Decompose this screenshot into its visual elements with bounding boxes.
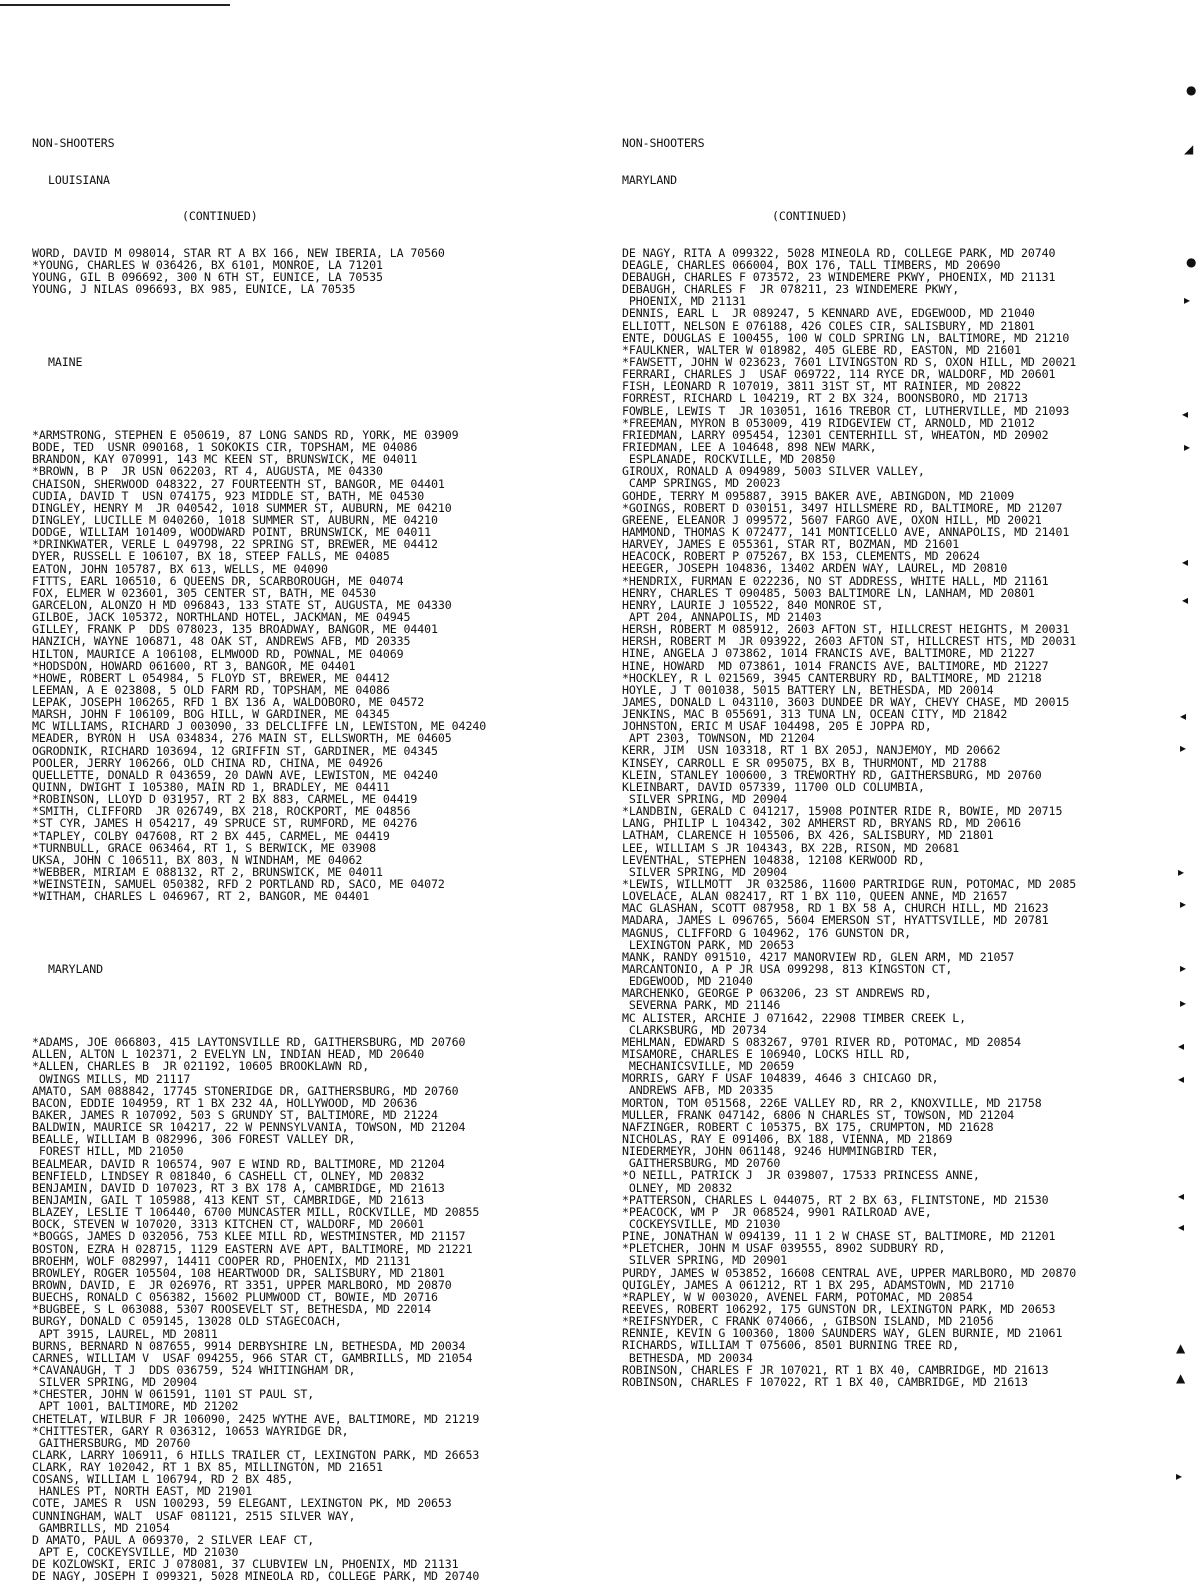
directory-entry: CHETELAT, WILBUR F JR 106090, 2425 WYTHE AVE, BALTIMORE, MD 21219 [32,1411,480,1426]
directory-entry: MC WILLIAMS, RICHARD J 003090, 33 DELCLIFFE LN, LEWISTON, ME 04240 [32,719,487,734]
directory-entry: CLARK, RAY 102042, RT 1 BX 85, MILLINGTON, MD 21651 [32,1460,383,1475]
margin-mark: ▲ [1176,1341,1186,1355]
directory-entry: BOCK, STEVEN W 107020, 3313 KITCHEN CT, WALDORF, MD 20601 [32,1217,425,1232]
directory-entry: DE NAGY, JOSEPH I 099321, 5028 MINEOLA RD, COLLEGE PARK, MD 20740 [32,1569,480,1584]
state-heading-maryland: MARYLAND [48,962,104,977]
directory-entry: HENRY, LAURIE J 105522, 840 MONROE ST, [622,597,884,612]
directory-entry: BOSTON, EZRA H 028715, 1129 EASTERN AVE APT, BALTIMORE, MD 21221 [32,1241,473,1256]
directory-entry: CLARKSBURG, MD 20734 [622,1022,767,1037]
directory-entry: *O NEILL, PATRICK J JR 039807, 17533 PRINCESS ANNE, [622,1168,980,1183]
directory-entry: APT 204, ANNAPOLIS, MD 21403 [622,609,822,624]
directory-entry: CHAISON, SHERWOOD 048322, 27 FOURTEENTH ST, BANGOR, ME 04401 [32,476,445,491]
directory-entry: APT 3915, LAUREL, MD 20811 [32,1326,218,1341]
directory-entry: DE NAGY, RITA A 099322, 5028 MINEOLA RD, COLLEGE PARK, MD 20740 [622,245,1056,260]
directory-entry: *REIFSNYDER, C FRANK 074066, , GIBSON ISLAND, MD 21056 [622,1314,994,1329]
directory-entry: QUIGLEY, JAMES A 061212, RT 1 BX 295, ADAMSTOWN, MD 21710 [622,1277,1015,1292]
directory-entry: MC ALISTER, ARCHIE J 071642, 22908 TIMBER CREEK L, [622,1010,967,1025]
directory-entry: ALLEN, ALTON L 102371, 2 EVELYN LN, INDIAN HEAD, MD 20640 [32,1047,425,1062]
directory-entry: LEEMAN, A E 023808, 5 OLD FARM RD, TOPSHAM, ME 04086 [32,682,390,697]
directory-entry: *TURNBULL, GRACE 063464, RT 1, S BERWICK, ME 03908 [32,840,377,855]
directory-entry: *ROBINSON, LLOYD D 031957, RT 2 BX 883, CARMEL, ME 04419 [32,792,418,807]
left-column [32,113,597,1595]
directory-entry: GAMBRILLS, MD 21054 [32,1520,170,1535]
directory-entry: BENJAMIN, GAIL T 105988, 413 KENT ST, CAMBRIDGE, MD 21613 [32,1192,425,1207]
margin-mark: ◂ [1178,1220,1185,1234]
directory-entry: AMATO, SAM 088842, 17745 STONERIDGE DR, GAITHERSBURG, MD 20760 [32,1083,459,1098]
directory-entry: HENRY, CHARLES T 090485, 5003 BALTIMORE LN, LANHAM, MD 20801 [622,585,1035,600]
directory-entry: *YOUNG, CHARLES W 036426, BX 6101, MONROE, LA 71201 [32,257,383,272]
margin-mark: ▸ [1184,440,1191,454]
directory-entry: HERSH, ROBERT M JR 093922, 2603 AFTON ST, HILLCREST HTS, MD 20031 [622,634,1077,649]
directory-entry: CARNES, WILLIAM V USAF 094255, 966 STAR CT, GAMBRILLS, MD 21054 [32,1350,473,1365]
directory-entry: *FREEMAN, MYRON B 053009, 419 RIDGEVIEW CT, ARNOLD, MD 21012 [622,415,1035,430]
margin-mark: ▸ [1180,961,1187,975]
directory-entry: MARCHENKO, GEORGE P 063206, 23 ST ANDREWS RD, [622,986,932,1001]
directory-entry: SILVER SPRING, MD 20904 [622,792,788,807]
directory-entry: HANZICH, WAYNE 106871, 48 OAK ST, ANDREWS AFB, MD 20335 [32,634,411,649]
directory-entry: ANDREWS AFB, MD 20335 [622,1083,774,1098]
directory-entry: HINE, HOWARD MD 073861, 1014 FRANCIS AVE, BALTIMORE, MD 21227 [622,658,1049,673]
directory-entry: EATON, JOHN 105787, BX 613, WELLS, ME 04090 [32,561,328,576]
directory-entry: PINE, JONATHAN W 094139, 11 1 2 W CHASE ST, BALTIMORE, MD 21201 [622,1229,1056,1244]
directory-entry: BACON, EDDIE 104959, RT 1 BX 232 4A, HOLLYWOOD, MD 20636 [32,1095,418,1110]
directory-entry: QUINN, DWIGHT I 105380, MAIN RD 1, BRADLEY, ME 04411 [32,780,390,795]
directory-entry: *HODSDON, HOWARD 061600, RT 3, BANGOR, ME 04401 [32,658,356,673]
directory-entry: *FAWSETT, JOHN W 023623, 7601 LIVINGSTON RD S, OXON HILL, MD 20021 [622,354,1077,369]
directory-entry: *BUGBEE, S L 063088, 5307 ROOSEVELT ST, BETHESDA, MD 22014 [32,1302,432,1317]
directory-entry: GILLEY, FRANK P DDS 078023, 135 BROADWAY, BANGOR, ME 04401 [32,622,438,637]
margin-mark: ▲ [1176,1371,1186,1385]
directory-entry: *CHESTER, JOHN W 061591, 1101 ST PAUL ST, [32,1387,315,1402]
directory-entry: *WEBBER, MIRIAM E 088132, RT 2, BRUNSWICK, ME 04011 [32,865,383,880]
directory-entry: MEHLMAN, EDWARD S 083267, 9701 RIVER RD, POTOMAC, MD 20854 [622,1034,1022,1049]
right-column [622,113,1197,1400]
directory-entry: BEALLE, WILLIAM B 082996, 306 FOREST VALLEY DR, [32,1132,356,1147]
directory-entry: MECHANICSVILLE, MD 20659 [622,1059,795,1074]
directory-entry: DENNIS, EARL L JR 089247, 5 KENNARD AVE, EDGEWOOD, MD 21040 [622,306,1035,321]
directory-entry: MARCANTONIO, A P JR USA 099298, 813 KINGSTON CT, [622,962,953,977]
directory-entry: *GOINGS, ROBERT D 030151, 3497 HILLSMERE RD, BALTIMORE, MD 21207 [622,500,1063,515]
maine-list [32,429,597,902]
directory-entry: BRANDON, KAY 070991, 143 MC KEEN ST, BRUNSWICK, ME 04011 [32,452,418,467]
directory-entry: *TAPLEY, COLBY 047608, RT 2 BX 445, CARMEL, ME 04419 [32,828,390,843]
directory-entry: BEALMEAR, DAVID R 106574, 907 E WIND RD, BALTIMORE, MD 21204 [32,1156,445,1171]
directory-entry: HILTON, MAURICE A 106108, ELMWOOD RD, POWNAL, ME 04069 [32,646,404,661]
directory-entry: BROWN, DAVID, E JR 026976, RT 3351, UPPER MARLBORO, MD 20870 [32,1277,452,1292]
state-heading-maine: MAINE [48,355,83,370]
directory-entry: ESPLANADE, ROCKVILLE, MD 20850 [622,452,836,467]
directory-entry: MULLER, FRANK 047142, 6806 N CHARLES ST, TOWSON, MD 21204 [622,1107,1015,1122]
directory-entry: *HENDRIX, FURMAN E 022236, NO ST ADDRESS, WHITE HALL, MD 21161 [622,573,1049,588]
directory-entry: CAMP SPRINGS, MD 20023 [622,476,781,491]
directory-entry: RICHARDS, WILLIAM T 075606, 8501 BURNING TREE RD, [622,1338,960,1353]
directory-entry: DYER, RUSSELL E 106107, BX 18, STEEP FALLS, ME 04085 [32,549,390,564]
directory-entry: ROBINSON, CHARLES F 107022, RT 1 BX 40, CAMBRIDGE, MD 21613 [622,1374,1028,1389]
directory-entry: SILVER SPRING, MD 20901 [622,1253,788,1268]
directory-entry: *FAULKNER, WALTER W 018982, 405 GLEBE RD, EASTON, MD 21601 [622,342,1022,357]
directory-entry: *BOGGS, JAMES D 032056, 753 KLEE MILL RD, WESTMINSTER, MD 21157 [32,1229,466,1244]
margin-marks [1176,0,1200,1565]
maryland-list [32,1036,597,1582]
section-title: NON-SHOOTERS [32,136,115,151]
directory-entry: LEVENTHAL, STEPHEN 104838, 12108 KERWOOD RD, [622,852,925,867]
directory-entry: GILBOE, JACK 105372, NORTHLAND HOTEL, JACKMAN, ME 04945 [32,610,411,625]
directory-entry: D AMATO, PAUL A 069370, 2 SILVER LEAF CT, [32,1532,315,1547]
directory-entry: FOREST HILL, MD 21050 [32,1144,184,1159]
margin-mark: ◂ [1178,1039,1185,1053]
directory-entry: CLARK, LARRY 106911, 6 HILLS TRAILER CT, LEXINGTON PARK, MD 26653 [32,1447,480,1462]
top-rule [0,4,230,6]
directory-entry: BROWLEY, ROGER 105504, 108 HEARTWOOD DR, SALISBURY, MD 21801 [32,1265,445,1280]
directory-entry: DEAGLE, CHARLES 066004, BOX 176, TALL TIMBERS, MD 20690 [622,257,1001,272]
maryland-list-continued [622,245,1197,1389]
directory-entry: *BROWN, B P JR USN 062203, RT 4, AUGUSTA, ME 04330 [32,464,383,479]
directory-entry: *WEINSTEIN, SAMUEL 050382, RFD 2 PORTLAND RD, SACO, ME 04072 [32,877,445,892]
directory-entry: KINSEY, CARROLL E SR 095075, BX B, THURMONT, MD 21788 [622,755,987,770]
directory-entry: REEVES, ROBERT 106292, 175 GUNSTON DR, LEXINGTON PARK, MD 20653 [622,1301,1056,1316]
directory-entry: *DRINKWATER, VERLE L 049798, 22 SPRING ST, BREWER, ME 04412 [32,537,438,552]
directory-entry: HANLES PT, NORTH EAST, MD 21901 [32,1484,253,1499]
directory-entry: HERSH, ROBERT M 085912, 2603 AFTON ST, HILLCREST HEIGHTS, M 20031 [622,622,1070,637]
directory-entry: GAITHERSBURG, MD 20760 [32,1435,191,1450]
directory-entry: *ARMSTRONG, STEPHEN E 050619, 87 LONG SANDS RD, YORK, ME 03909 [32,427,459,442]
directory-entry: DINGLEY, LUCILLE M 040260, 1018 SUMMER ST, AUBURN, ME 04210 [32,512,438,527]
louisiana-list [32,247,597,296]
directory-entry: APT 2303, TOWNSON, MD 21204 [622,731,815,746]
directory-entry: LEPAK, JOSEPH 106265, RFD 1 BX 136 A, WALDOBORO, ME 04572 [32,695,425,710]
directory-entry: MORTON, TOM 051568, 226E VALLEY RD, RR 2, KNOXVILLE, MD 21758 [622,1095,1042,1110]
directory-entry: *LEWIS, WILLMOTT JR 032586, 11600 PARTRIDGE RUN, POTOMAC, MD 2085 [622,877,1077,892]
directory-entry: MARSH, JOHN F 106109, BOG HILL, W GARDINER, ME 04345 [32,707,390,722]
margin-mark: ● [1186,83,1197,97]
directory-entry: NIEDERMEYR, JOHN 061148, 9246 HUMMINGBIRD TER, [622,1144,939,1159]
directory-entry: BENJAMIN, DAVID D 107023, RT 3 BX 178 A, CAMBRIDGE, MD 21613 [32,1180,445,1195]
directory-entry: GARCELON, ALONZO H MD 096843, 133 STATE ST, AUGUSTA, ME 04330 [32,597,452,612]
directory-entry: MADARA, JAMES L 096765, 5604 EMERSON ST, HYATTSVILLE, MD 20781 [622,913,1049,928]
directory-entry: NAFZINGER, ROBERT C 105375, BX 175, CRUMPTON, MD 21628 [622,1119,994,1134]
directory-entry: *WITHAM, CHARLES L 046967, RT 2, BANGOR, ME 04401 [32,889,370,904]
directory-entry: FITTS, EARL 106510, 6 QUEENS DR, SCARBOROUGH, ME 04074 [32,573,404,588]
margin-mark: ◂ [1178,1072,1185,1086]
directory-entry: *PEACOCK, WM P JR 068524, 9901 RAILROAD AVE, [622,1204,932,1219]
directory-entry: DINGLEY, HENRY M JR 040542, 1018 SUMMER ST, AUBURN, ME 04210 [32,500,452,515]
directory-entry: BURGY, DONALD C 059145, 13028 OLD STAGECOACH, [32,1314,342,1329]
directory-entry: LEE, WILLIAM S JR 104343, BX 22B, RISON, MD 20681 [622,840,960,855]
margin-mark: ● [1186,255,1197,269]
directory-entry: BETHESDA, MD 20034 [622,1350,753,1365]
directory-entry: MORRIS, GARY F USAF 104839, 4646 3 CHICAGO DR, [622,1071,939,1086]
margin-mark: ▸ [1176,1469,1183,1483]
directory-entry: COTE, JAMES R USN 100293, 59 ELEGANT, LEXINGTON PK, MD 20653 [32,1496,452,1511]
directory-entry: HINE, ANGELA J 073862, 1014 FRANCIS AVE, BALTIMORE, MD 21227 [622,646,1035,661]
directory-entry: JENKINS, MAC B 055691, 313 TUNA LN, OCEAN CITY, MD 21842 [622,707,1008,722]
directory-entry: ENTE, DOUGLAS E 100455, 100 W COLD SPRING LN, BALTIMORE, MD 21210 [622,330,1070,345]
directory-entry: HEEGER, JOSEPH 104836, 13402 ARDEN WAY, LAUREL, MD 20810 [622,561,1008,576]
directory-entry: BODE, TED USNR 090168, 1 SOKOKIS CIR, TOPSHAM, ME 04086 [32,440,418,455]
directory-entry: COCKEYSVILLE, MD 21030 [622,1216,781,1231]
directory-entry: BLAZEY, LESLIE T 106440, 6700 MUNCASTER MILL, ROCKVILLE, MD 20855 [32,1205,480,1220]
directory-entry: JAMES, DONALD L 043110, 3603 DUNDEE DR WAY, CHEVY CHASE, MD 20015 [622,694,1070,709]
directory-entry: MEADER, BYRON H USA 034834, 276 MAIN ST, ELLSWORTH, ME 04605 [32,731,452,746]
margin-mark: ◂ [1182,555,1189,569]
directory-entry: HEACOCK, ROBERT P 075267, BX 153, CLEMENTS, MD 20624 [622,549,980,564]
directory-entry: MISAMORE, CHARLES E 106940, LOCKS HILL RD, [622,1047,911,1061]
margin-mark: ▸ [1184,293,1191,307]
directory-entry: CUNNINGHAM, WALT USAF 081121, 2515 SILVER WAY, [32,1508,356,1523]
directory-entry: *CAVANAUGH, T J DDS 036759, 524 WHITINGHAM DR, [32,1362,356,1377]
directory-entry: *ALLEN, CHARLES B JR 021192, 10605 BROOKLAWN RD, [32,1059,370,1074]
state-heading: MARYLAND [622,172,678,187]
continued-label: (CONTINUED) [182,209,258,224]
directory-entry: APT 1001, BALTIMORE, MD 21202 [32,1399,239,1414]
directory-entry: YOUNG, GIL B 096692, 300 N 6TH ST, EUNICE, LA 70535 [32,270,383,284]
directory-entry: QUELLETTE, DONALD R 043659, 20 DAWN AVE, LEWISTON, ME 04240 [32,767,438,782]
directory-entry: RENNIE, KEVIN G 100360, 1800 SAUNDERS WAY, GLEN BURNIE, MD 21061 [622,1326,1063,1341]
margin-mark: ▸ [1180,996,1187,1010]
margin-mark: ◂ [1178,1189,1185,1203]
directory-entry: GAITHERSBURG, MD 20760 [622,1156,781,1171]
directory-entry: LATHAM, CLARENCE H 105506, BX 426, SALISBURY, MD 21801 [622,828,994,843]
margin-mark: ◂ [1182,593,1189,607]
margin-mark: ◂ [1182,407,1189,421]
margin-mark: ◂ [1180,709,1187,723]
directory-entry: COSANS, WILLIAM L 106794, RD 2 BX 485, [32,1472,294,1487]
section-title: NON-SHOOTERS [622,136,705,151]
directory-entry: DEBAUGH, CHARLES F JR 078211, 23 WINDEMERE PKWY, [622,282,960,297]
directory-entry: *PATTERSON, CHARLES L 044075, RT 2 BX 63, FLINTSTONE, MD 21530 [622,1192,1049,1207]
margin-mark: ▸ [1178,865,1185,879]
directory-entry: SILVER SPRING, MD 20904 [622,864,788,879]
directory-entry: *PLETCHER, JOHN M USAF 039555, 8902 SUDBURY RD, [622,1241,946,1256]
directory-entry: NICHOLAS, RAY E 091406, BX 188, VIENNA, MD 21869 [622,1131,953,1146]
directory-entry: BROEHM, WOLF 082997, 14411 COOPER RD, PHOENIX, MD 21131 [32,1253,411,1268]
directory-entry: JOHNSTON, ERIC M USAF 104498, 205 E JOPPA RD, [622,719,932,734]
directory-entry: LEXINGTON PARK, MD 20653 [622,937,795,952]
directory-entry: *LANDBIN, GERALD C 041217, 15908 POINTER RIDE R, BOWIE, MD 20715 [622,804,1063,819]
directory-entry: BAKER, JAMES R 107092, 503 S GRUNDY ST, BALTIMORE, MD 21224 [32,1107,438,1122]
directory-entry: *ADAMS, JOE 066803, 415 LAYTONSVILLE RD, GAITHERSBURG, MD 20760 [32,1035,466,1050]
directory-entry: YOUNG, J NILAS 096693, BX 985, EUNICE, LA 70535 [32,282,356,297]
directory-entry: MAC GLASHAN, SCOTT 087958, RD 1 BX 58 A, CHURCH HILL, MD 21623 [622,901,1049,916]
directory-entry: GIROUX, RONALD A 094989, 5003 SILVER VALLEY, [622,464,925,479]
directory-entry: ELLIOTT, NELSON E 076188, 426 COLES CIR, SALISBURY, MD 21801 [622,318,1035,333]
directory-entry: OLNEY, MD 20832 [622,1180,733,1195]
directory-entry: MAGNUS, CLIFFORD G 104962, 176 GUNSTON DR, [622,925,911,940]
directory-entry: DE KOZLOWSKI, ERIC J 078081, 37 CLUBVIEW LN, PHOENIX, MD 21131 [32,1557,459,1572]
directory-entry: DEBAUGH, CHARLES F 073572, 23 WINDEMERE PKWY, PHOENIX, MD 21131 [622,270,1056,284]
directory-entry: MANK, RANDY 091510, 4217 MANORVIEW RD, GLEN ARM, MD 21057 [622,949,1015,964]
margin-mark: ▸ [1180,897,1187,911]
directory-entry: *RAPLEY, W W 003020, AVENEL FARM, POTOMAC, MD 20854 [622,1289,973,1304]
directory-entry: FERRARI, CHARLES J USAF 069722, 114 RYCE DR, WALDORF, MD 20601 [622,367,1056,382]
directory-entry: KLEINBART, DAVID 057339, 11700 OLD COLUMBIA, [622,779,925,794]
state-heading: LOUISIANA [48,172,110,187]
directory-entry: DODGE, WILLIAM 101409, WOODWARD POINT, BRUNSWICK, ME 04011 [32,525,432,540]
directory-entry: KERR, JIM USN 103318, RT 1 BX 205J, NANJEMOY, MD 20662 [622,743,1001,758]
directory-entry: CUDIA, DAVID T USN 074175, 923 MIDDLE ST, BATH, ME 04530 [32,488,425,503]
directory-entry: LOVELACE, ALAN 082417, RT 1 BX 110, QUEEN ANNE, MD 21657 [622,889,1008,904]
directory-entry: HAMMOND, THOMAS K 072477, 141 MONTICELLO AVE, ANNAPOLIS, MD 21401 [622,524,1070,539]
directory-entry: POOLER, JERRY 106266, OLD CHINA RD, CHINA, ME 04926 [32,755,383,770]
directory-entry: UKSA, JOHN C 106511, BX 803, N WINDHAM, ME 04062 [32,852,363,867]
directory-entry: OWINGS MILLS, MD 21117 [32,1071,191,1086]
directory-entry: APT E, COCKEYSVILLE, MD 21030 [32,1545,239,1560]
directory-entry: FORREST, RICHARD L 104219, RT 2 BX 324, BOONSBORO, MD 21713 [622,391,1028,406]
directory-entry: FRIEDMAN, LARRY 095454, 12301 CENTERHILL ST, WHEATON, MD 20902 [622,427,1049,442]
margin-mark: ▸ [1180,741,1187,755]
directory-entry: WORD, DAVID M 098014, STAR RT A BX 166, NEW IBERIA, LA 70560 [32,245,445,260]
directory-entry: GREENE, ELEANOR J 099572, 5607 FARGO AVE, OXON HILL, MD 20021 [622,512,1042,527]
directory-entry: HOYLE, J T 001038, 5015 BATTERY LN, BETHESDA, MD 20014 [622,682,994,697]
continued-label: (CONTINUED) [772,209,848,224]
directory-entry: PHOENIX, MD 21131 [622,294,746,309]
directory-entry: BUECHS, RONALD C 056382, 15602 PLUMWOOD CT, BOWIE, MD 20716 [32,1290,438,1305]
directory-entry: KLEIN, STANLEY 100600, 3 TREWORTHY RD, GAITHERSBURG, MD 20760 [622,767,1042,782]
margin-mark: ◢ [1184,142,1194,156]
directory-entry: HARVEY, JAMES E 055361, STAR RT, BOZMAN, MD 21601 [622,537,960,552]
directory-entry: FOWBLE, LEWIS T JR 103051, 1616 TREBOR CT, LUTHERVILLE, MD 21093 [622,403,1070,418]
directory-entry: SILVER SPRING, MD 20904 [32,1375,198,1390]
directory-entry: SEVERNA PARK, MD 21146 [622,998,781,1013]
directory-entry: FISH, LEONARD R 107019, 3811 31ST ST, MT RAINIER, MD 20822 [622,379,1022,394]
directory-entry: FOX, ELMER W 023601, 305 CENTER ST, BATH, ME 04530 [32,585,377,600]
directory-entry: ROBINSON, CHARLES F JR 107021, RT 1 BX 40, CAMBRIDGE, MD 21613 [622,1362,1049,1377]
directory-entry: *HOCKLEY, R L 021569, 3945 CANTERBURY RD, BALTIMORE, MD 21218 [622,670,1042,685]
directory-entry: FRIEDMAN, LEE A 104648, 898 NEW MARK, [622,439,877,454]
directory-entry: *HOWE, ROBERT L 054984, 5 FLOYD ST, BREWER, ME 04412 [32,670,390,685]
directory-entry: OGRODNIK, RICHARD 103694, 12 GRIFFIN ST, GARDINER, ME 04345 [32,743,438,758]
directory-entry: *SMITH, CLIFFORD JR 026749, BX 218, ROCKPORT, ME 04856 [32,804,411,819]
directory-entry: BURNS, BERNARD N 087655, 9914 DERBYSHIRE LN, BETHESDA, MD 20034 [32,1338,466,1353]
directory-entry: GOHDE, TERRY M 095887, 3915 BAKER AVE, ABINGDON, MD 21009 [622,488,1015,503]
directory-entry: LANG, PHILIP L 104342, 302 AMHERST RD, BRYANS RD, MD 20616 [622,816,1022,831]
directory-entry: EDGEWOOD, MD 21040 [622,974,753,989]
directory-entry: BENFIELD, LINDSEY R 081840, 6 CASHELL CT, OLNEY, MD 20832 [32,1168,425,1183]
directory-entry: *ST CYR, JAMES H 054217, 49 SPRUCE ST, RUMFORD, ME 04276 [32,816,418,831]
directory-entry: BALDWIN, MAURICE SR 104217, 22 W PENNSYLVANIA, TOWSON, MD 21204 [32,1120,466,1135]
directory-entry: *CHITTESTER, GARY R 036312, 10653 WAYRIDGE DR, [32,1423,349,1438]
directory-entry: PURDY, JAMES W 053852, 16608 CENTRAL AVE, UPPER MARLBORO, MD 20870 [622,1265,1077,1280]
